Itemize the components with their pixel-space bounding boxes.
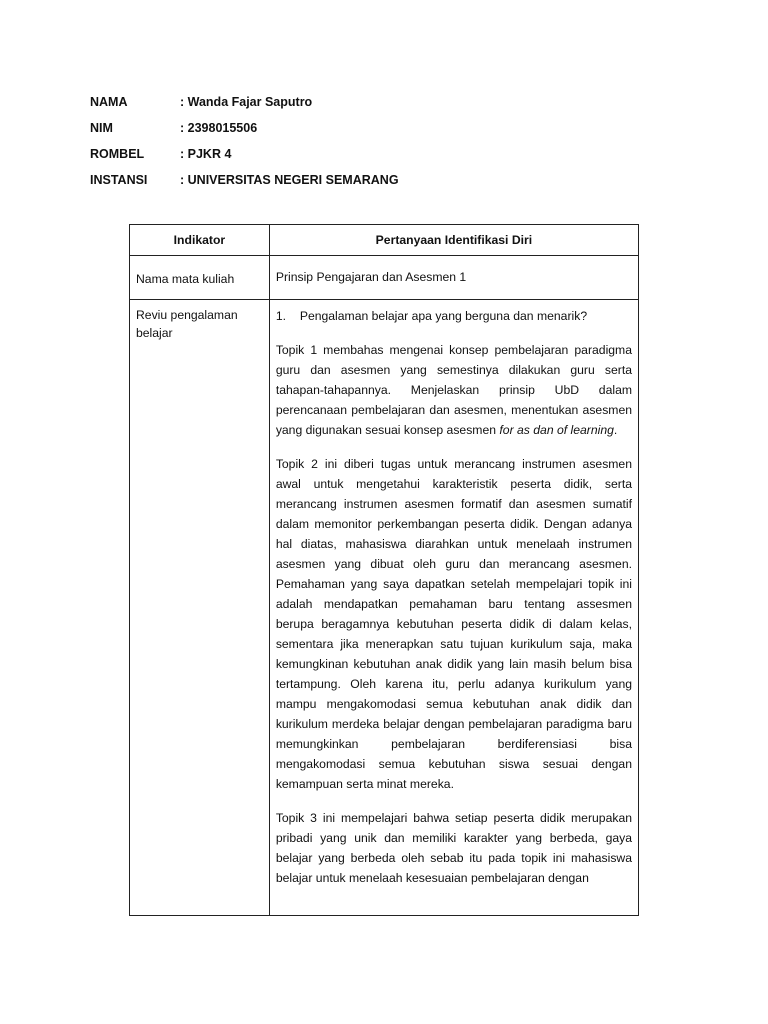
identity-label: NAMA	[90, 95, 128, 109]
topic-1-end: .	[613, 423, 618, 437]
identity-value: : UNIVERSITAS NEGERI SEMARANG	[180, 173, 399, 187]
identity-value: : 2398015506	[180, 121, 258, 135]
question-item	[276, 306, 632, 326]
topic-2-paragraph: Topik 2 ini diberi tugas untuk merancang instrumen asesmen awal untuk mengetahui karakteristik peserta didik, serta merancang instrumen asesmen formatif dan asesmen sumatif dalam memonitor perkembangan peserta didik. Dengan adanya hal diatas, mahasiswa diarahkan untuk menelaah instrumen asesmen yang dibuat oleh guru dan merancang asesmen. Pemahaman yang saya dapatkan setelah mempelajari topik ini adalah mendapatkan pemahaman baru tentang assesmen berupa beragamnya kebutuhan peserta didik di dalam kelas, sementara jika menerapkan satu tujuan kurikulum saja, maka kemungkinan kebutuhan anak didik yang lain masih belum bisa tertampung. Oleh karena itu, perlu adanya kurikulum yang mampu mengakomodasi semua kebutuhan anak didik dan kurikulum merdeka belajar dengan pembelajaran paradigma baru memungkinkan pembelajaran berdiferensiasi bisa mengakomodasi semua kebutuhan siswa sesuai dengan kemampuan serta minat mereka.	[275, 457, 632, 791]
identity-row-nim	[90, 118, 399, 144]
indicator-text: Reviu pengalaman belajar	[136, 308, 238, 340]
identity-value: : PJKR 4	[180, 147, 232, 161]
topic-1-italic: for as dan of learning	[499, 423, 614, 437]
indicator-text: Nama mata kuliah	[136, 272, 235, 286]
header-question: Pertanyaan Identifikasi Diri	[269, 225, 638, 256]
review-content	[270, 300, 638, 909]
identity-row-rombel	[90, 144, 399, 170]
identity-value: : Wanda Fajar Saputro	[180, 95, 313, 109]
topic-3-paragraph: Topik 3 ini mempelajari bahwa setiap peserta didik merupakan pribadi yang unik dan memiliki karakter yang berbeda, gaya belajar yang berbeda oleh sebab itu pada topik ini mahasiswa belajar untuk menelaah kesesuaian pembelajaran dengan	[275, 811, 632, 885]
self-identification-table	[129, 224, 639, 916]
header-indicator: Indikator	[130, 225, 270, 256]
question-text: Pengalaman belajar apa yang berguna dan menarik?	[299, 309, 588, 323]
course-name: Prinsip Pengajaran dan Asesmen 1	[275, 270, 467, 284]
identity-block	[90, 92, 399, 196]
identity-label: INSTANSI	[90, 173, 148, 187]
identity-row-nama	[90, 92, 399, 118]
content-cell	[269, 256, 638, 300]
topic-1-text: Topik 1 membahas mengenai konsep pembelajaran paradigma guru dan asesmen yang semestinya dilakukan guru serta tahapan-tahapannya. Menjelaskan prinsip UbD dalam perencanaan pembelajaran dan asesmen, menentukan asesmen yang digunakan sesuai konsep asesmen	[275, 343, 632, 437]
indicator-cell	[130, 300, 270, 916]
table-row	[130, 300, 639, 916]
table-row	[130, 256, 639, 300]
content-cell	[269, 300, 638, 916]
identity-label: NIM	[90, 121, 113, 135]
identity-row-instansi	[90, 170, 399, 196]
table-header-row	[130, 225, 639, 256]
question-number: 1.	[275, 309, 286, 323]
topic-1-paragraph	[276, 340, 632, 440]
indicator-cell	[130, 256, 270, 300]
identity-label: ROMBEL	[90, 147, 145, 161]
